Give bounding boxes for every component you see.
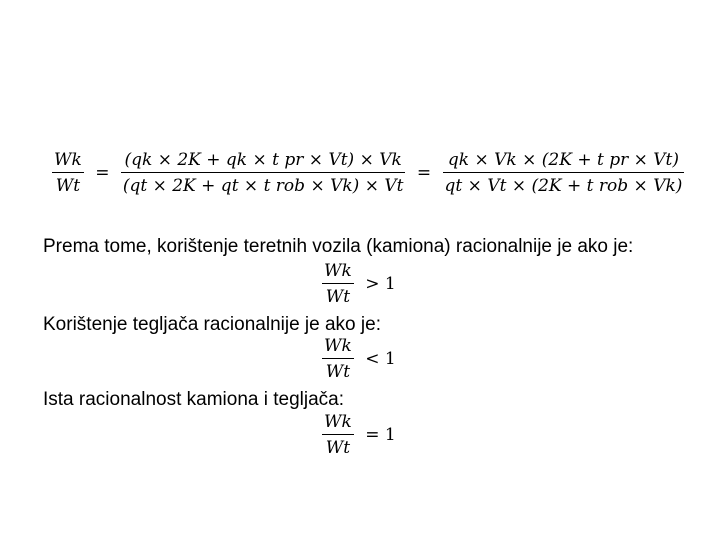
denominator: (qt × 2K + qt × t rob × Vk) × Vt: [122, 176, 404, 196]
main-equation: [52, 150, 684, 196]
fraction-wk-over-wt: [322, 261, 354, 307]
relation-equal-one: = 1: [365, 425, 396, 445]
denominator: Wt: [325, 362, 351, 382]
denominator: Wt: [55, 176, 81, 196]
condition-formula-tractors: [322, 336, 396, 382]
numerator: (qk × 2K + qk × t pr × Vt) × Vk: [124, 150, 402, 170]
equals-sign: =: [95, 163, 110, 183]
denominator: qt × Vt × (2K + t rob × Vk): [444, 176, 683, 196]
fraction-expanded: [121, 150, 406, 196]
equals-sign: =: [416, 163, 432, 183]
relation-less-than-one: < 1: [365, 349, 396, 369]
numerator: Wk: [54, 150, 82, 170]
fraction-wk-over-wt: [322, 336, 354, 382]
condition-formula-trucks: [322, 261, 396, 307]
relation-greater-than-one: > 1: [365, 274, 396, 294]
condition-text-tractors: Korištenje tegljača racionalnije je ako je:: [43, 314, 381, 335]
fraction-wk-over-wt: [322, 412, 354, 458]
numerator: qk × Vk × (2K + t pr × Vt): [447, 150, 680, 170]
numerator: Wk: [324, 336, 352, 356]
numerator: Wk: [324, 261, 352, 281]
numerator: Wk: [324, 412, 352, 432]
denominator: Wt: [325, 438, 351, 458]
fraction-wk-over-wt: [52, 150, 84, 196]
fraction-simplified: [443, 150, 685, 196]
denominator: Wt: [325, 287, 351, 307]
condition-text-trucks: Prema tome, korištenje teretnih vozila (kamiona) racionalnije je ako je:: [43, 236, 634, 257]
condition-text-equal: Ista racionalnost kamiona i tegljača:: [43, 389, 344, 410]
condition-formula-equal: [322, 412, 396, 458]
